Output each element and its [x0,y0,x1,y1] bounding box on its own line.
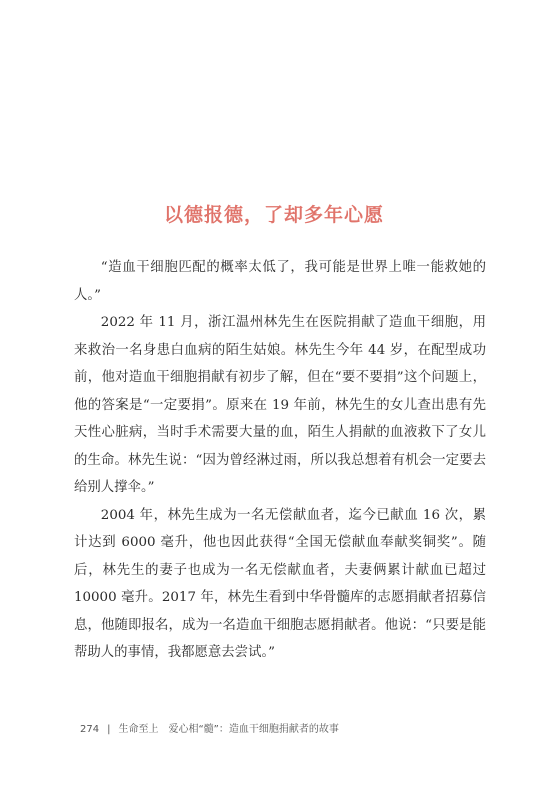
page-footer [80,720,339,735]
paragraph: 2022 年 11 月，浙江温州林先生在医院捐献了造血干细胞，用来救治一名身患白血病的陌生姑娘。林先生今年 44 岁，在配型成功前，他对造血干细胞捐献有初步了解，但在“要不要捐”这个问题上，他的答案是“一定要捐”。原来在 19 年前，林先生的女儿查出患有先天性心脏病，当时手术需要大量的血，陌生人捐献的血液救下了女儿的生命。林先生说：“因为曾经淋过雨，所以我总想着有机会一定要去给别人撑伞。” [74,315,486,495]
paragraph: “造血干细胞匹配的概率太低了，我可能是世界上唯一能救她的人。” [74,260,486,303]
footer-separator: | [107,724,111,735]
page-number: 274 [80,724,100,735]
paragraph: 2004 年，林先生成为一名无偿献血者，迄今已献血 16 次，累计达到 6000 毫升，他也因此获得“全国无偿献血奉献奖铜奖”。随后，林先生的妻子也成为一名无偿献血者，夫妻俩累计献血已超过 10000 毫升。2017 年，林先生看到中华骨髓库的志愿捐献者招募信息，他随即报名，成为一名造血干细胞志愿捐献者。他说：“只要是能帮助人的事情，我都愿意去尝试。” [74,507,486,660]
book-title: 生命至上 [118,724,159,735]
article-title: 以德报德，了却多年心愿 [163,204,384,226]
article-body [74,254,486,667]
chapter-title: 爱心相“髓”：造血干细胞捐献者的故事 [168,724,339,735]
